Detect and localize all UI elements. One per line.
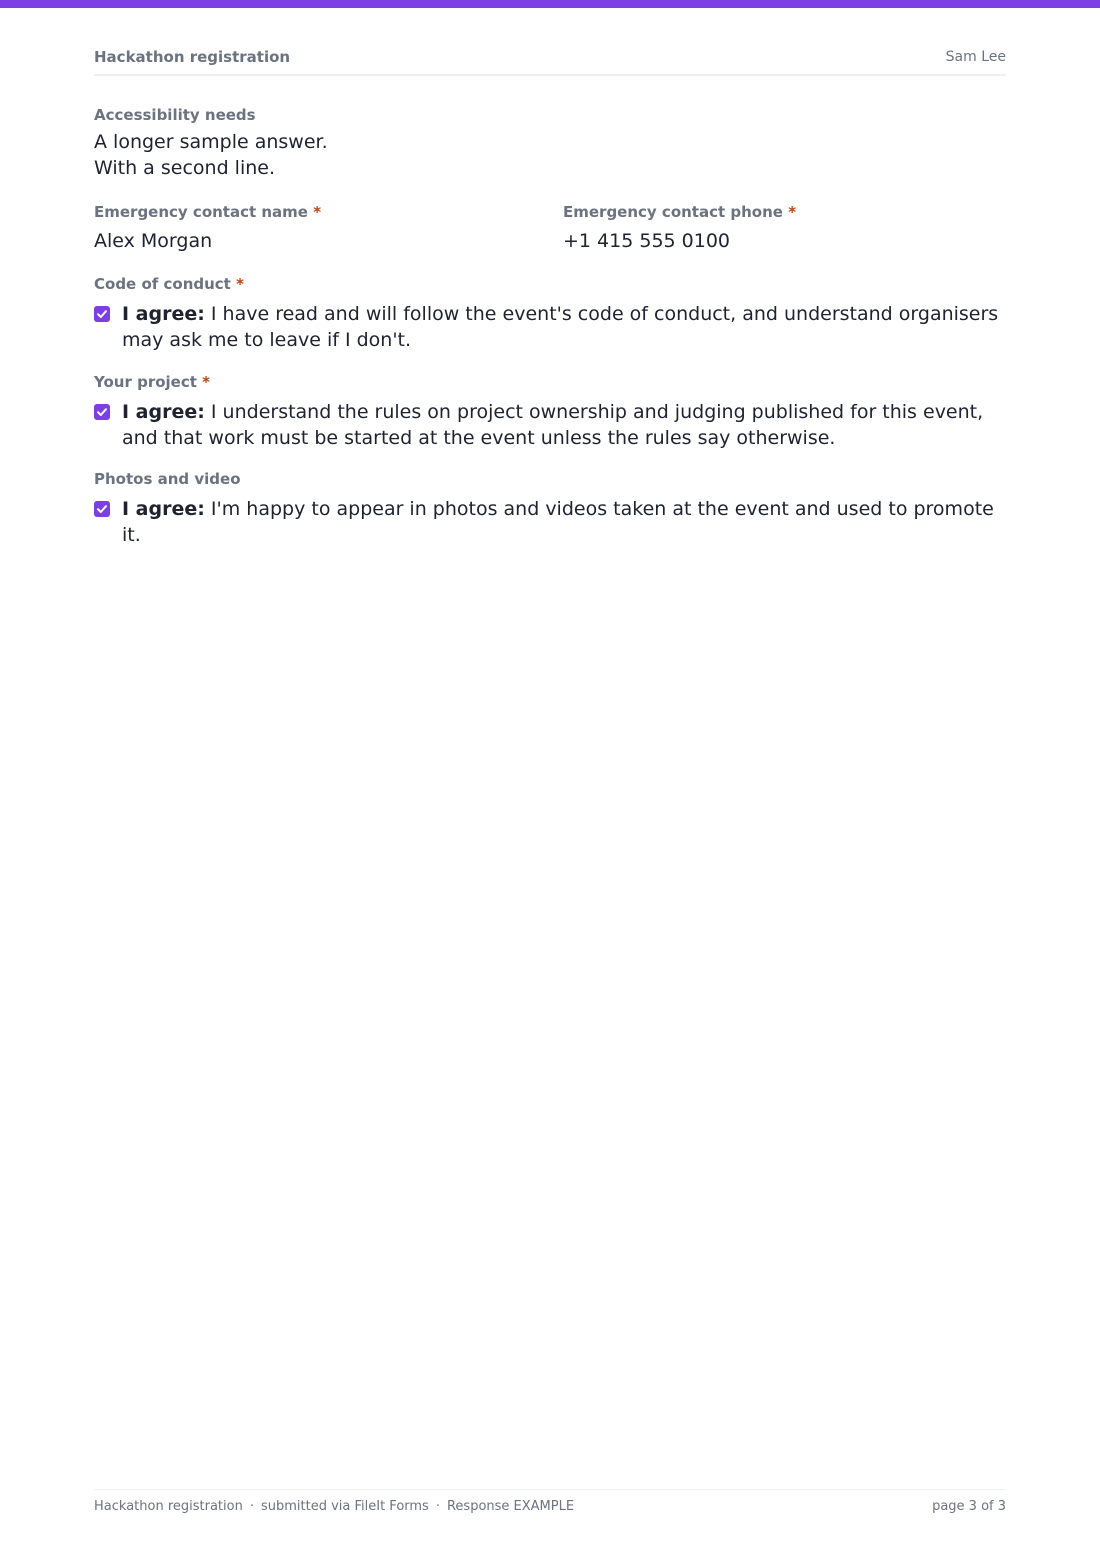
consent-row (94, 399, 1006, 451)
checked-checkbox[interactable] (94, 501, 110, 517)
field-label (94, 274, 1006, 294)
field-label: Accessibility needs (94, 106, 256, 124)
page-number: page 3 of 3 (932, 1499, 1006, 1514)
field-emergency-contact-name (94, 202, 534, 254)
field-label: Photos and video (94, 470, 241, 488)
required-marker: * (236, 275, 244, 293)
footer-submitted-via: submitted via FileIt Forms (260, 1499, 429, 1514)
footer-info (94, 1499, 574, 1514)
consent-row (94, 301, 1006, 353)
check-icon (96, 503, 108, 515)
field-photos-and-video (94, 469, 1006, 548)
footer-form-name: Hackathon registration (94, 1499, 243, 1514)
page-header (94, 48, 1006, 76)
footer-response-id: Response EXAMPLE (446, 1499, 575, 1514)
field-label-text: Emergency contact name (94, 203, 308, 221)
field-your-project (94, 372, 1006, 451)
field-label (94, 372, 1006, 392)
page-footer (94, 1489, 1006, 1519)
consent-text: I'm happy to appear in photos and videos taken at the event and used to promote it. (122, 498, 994, 546)
agree-label: I agree: (122, 498, 205, 520)
checked-checkbox[interactable] (94, 306, 110, 322)
consent-row (94, 496, 1006, 548)
field-accessibility-needs (94, 105, 1006, 181)
checked-checkbox[interactable] (94, 404, 110, 420)
field-emergency-contact-phone (563, 202, 1006, 254)
field-label (94, 202, 534, 222)
required-marker: * (788, 203, 797, 221)
agree-label: I agree: (122, 303, 205, 325)
field-label-text: Code of conduct (94, 275, 231, 293)
consent-text: I have read and will follow the event's code of conduct, and understand organisers may ask me to leave if I don't. (122, 303, 999, 351)
check-icon (96, 308, 108, 320)
consent-text: I understand the rules on project ownership and judging published for this event, and that work must be started at the event unless the rules say otherwise. (122, 401, 984, 449)
field-label-text: Emergency contact phone (563, 203, 783, 221)
footer-separator: · (435, 1499, 440, 1514)
required-marker: * (202, 373, 210, 391)
form-response-page (94, 0, 1006, 1556)
form-title: Hackathon registration (94, 48, 291, 66)
field-label-text: Your project (94, 373, 197, 391)
value-line: With a second line. (94, 157, 275, 179)
respondent-name: Sam Lee (945, 49, 1006, 65)
value-line: A longer sample answer. (94, 131, 328, 153)
field-value: +1 415 555 0100 (563, 230, 731, 252)
required-marker: * (313, 203, 322, 221)
field-label (563, 202, 1006, 222)
field-value: Alex Morgan (94, 230, 213, 252)
footer-separator: · (249, 1499, 254, 1514)
field-value (94, 129, 1006, 181)
field-code-of-conduct (94, 274, 1006, 353)
agree-label: I agree: (122, 401, 205, 423)
check-icon (96, 406, 108, 418)
